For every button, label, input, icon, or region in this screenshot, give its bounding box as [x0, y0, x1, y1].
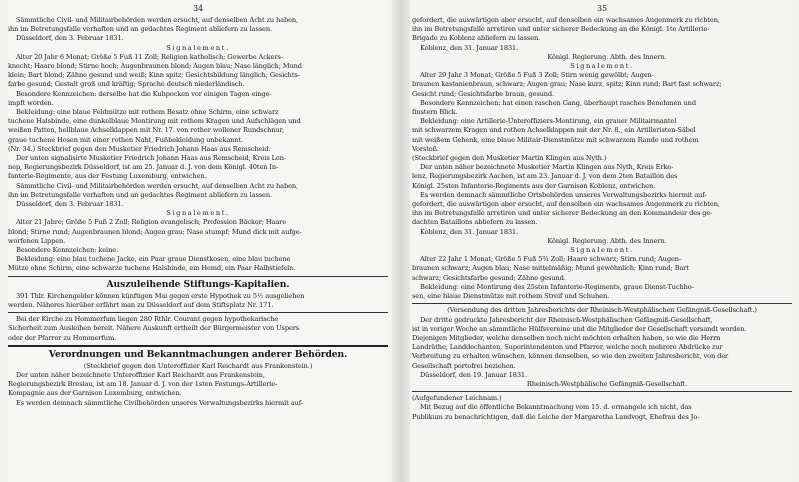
- text-line: Landräthe, Landdechanten, Superintendenten und Pfarrer, welche noch mehrere Abdrücke zur: [412, 343, 723, 352]
- text-line: Sicherheit zum Ausleihen bereit. Nähere Auskunft ertheilt der Bürgermeister von Uspers: [8, 324, 300, 333]
- section-title: Auszuleihende Stiftungs-Kapitalien.: [106, 278, 290, 290]
- text-line: ist in voriger Woche an sämmtliche Hülfsvereine und die Mitglieder der Gesellschaft versandt worden.: [412, 324, 747, 333]
- text-line: dachten Bataillons abliefern zu lassen.: [412, 218, 538, 227]
- text-line: Alter 21 Jahre; Größe 5 Fuß 2 Zoll; Religion evangelisch; Profession Bäcker; Haare: [16, 218, 287, 227]
- notice-header: (Aufgefundener Leichnam.): [412, 394, 502, 403]
- text-line: sen, eine blaue Dienstmütze mit rothem Streif und Schuhen.: [412, 292, 610, 301]
- divider: [8, 312, 388, 313]
- text-line: finstern Blick.: [412, 108, 458, 117]
- page-number: 34: [193, 4, 203, 13]
- text-line: Sämmtliche Civil- und Militairbehörden werden ersucht, auf denselben Acht zu haben,: [16, 16, 299, 24]
- text-line: Der unten signalisirte Musketier Friedrich Johann Haas aus Remscheid, Kreis Len-: [16, 154, 286, 163]
- text-line: graue tuchene Hosen mit einer rothen Naht, Fußbekleidung unbekannt.: [8, 135, 244, 144]
- text-line: 391 Thlr. Kirchengelder können künftigen Mai gegen erste Hypothek zu 5½ ausgeliehen: [16, 291, 305, 300]
- dateline: Düsseldorf, den 3. Februar 1831.: [16, 200, 124, 209]
- text-line: Königl. 25sten Infanterie-Regiments aus der Garnison Koblenz, entwichen.: [412, 181, 656, 190]
- signalement-heading: Signalement.: [570, 62, 634, 71]
- divider: [8, 345, 388, 347]
- text-line: impft worden.: [8, 98, 54, 107]
- text-line: knecht; Haare blond; Stirne hoch; Augenbraunen blond; Augen blau; Nase länglich; Mund: [8, 62, 302, 71]
- text-line: ihn im Betretungsfalle arretiren und unter sicherer Bedeckung an den Kommandeur des ge-: [412, 209, 713, 218]
- authority-signature: Königl. Regierung. Abth. des Innern.: [547, 52, 667, 61]
- text-line: Besondere Kennzeichen: keine.: [16, 246, 119, 255]
- text-line: schwarz; Gesichtsfarbe gesund; Zähne gesund.: [412, 273, 566, 282]
- text-line: braunen kastanienbraun, schwarz; Augen grau; Nase kurz, spitz; Kinn rund; Bart fast schwarz;: [412, 80, 722, 89]
- notice-header: (Versendung des dritten Jahresberichts der Rheinisch-Westphälischen Gefängniß-Gesellschaft.): [447, 306, 757, 315]
- text-line: Der unten näher bezeichnete Unteroffizier Karl Reichardt aus Frankenstein,: [16, 370, 265, 379]
- text-line: Der dritte gedruckte Jahresbericht der Rheinisch-Westphälischen Gefängniß-Gesellschaft,: [420, 315, 713, 324]
- dateline: Koblenz, den 31. Januar 1831.: [420, 43, 519, 52]
- text-line: ihn im Betretungsfalle verhaften und an gedachtes Regiment abliefern zu lassen.: [8, 25, 272, 34]
- text-line: mit weißem Gehenk, eine blaue Militair-Dienstmütze mit schwarzem Rande und rothem: [412, 135, 699, 144]
- text-line: oder der Pfarrer zu Hommerfum.: [8, 333, 117, 342]
- divider: [412, 303, 792, 304]
- right-page: [412, 0, 792, 482]
- text-line: Mit Bezug auf die öffentliche Bekanntmachung vom 15. d. ermangele ich nicht, das: [420, 403, 692, 412]
- text-line: Publikum zu benachrichtigen, daß die Leiche der Margaretha Landvogt, Ehefrau des Jo-: [412, 412, 700, 421]
- text-line: Bekleidung: eine Montirung des 25sten Infanterie-Regiments, graue Dienst-Tuchho-: [420, 282, 694, 291]
- text-line: weißen Patten, hellblaue Achselklappen mit Nr. 17. von rother wollener Rundschnur,: [8, 126, 284, 135]
- divider: [8, 276, 388, 277]
- signalement-heading: Signalement.: [166, 209, 230, 218]
- text-line: mit schwarzem Kragen und rothen Achselklappen mit der Nr. 8., ein Artilleristen-Säbel: [412, 126, 696, 135]
- text-line: Bekleidung: eine Artillerie-Unteroffiziers-Montirung, ein grauer Militairmantel: [420, 117, 677, 126]
- book-gutter: [392, 0, 410, 482]
- text-line: Besondere Kennzeichen: derselbe hat die Kuhpocken vor einigen Tagen einge-: [16, 89, 272, 98]
- text-line: Alter 22 Jahr 1 Monat; Größe 5 Fuß 5¾ Zoll; Haare schwarz; Stirn rund; Augen-: [420, 255, 682, 264]
- text-line: Verbreitung zu erhalten wünschen, können denselben, so wie den zweiten Jahresbericht, von der: [412, 352, 729, 361]
- text-line: Vorstoß.: [412, 144, 439, 153]
- notice-header: (Steckbrief gegen den Musketier Martin Klingen aus Nyth.): [412, 154, 607, 163]
- dateline: Düsseldorf, den 19. Januar 1831.: [420, 370, 528, 379]
- text-line: werden. Näheres hierüber erfährt man zu Düsseldorf auf dem Stiftsplatz Nr. 171.: [8, 300, 274, 309]
- authority-signature: Königl. Regierung. Abth. des Innern.: [547, 236, 667, 245]
- text-line: Es werden demnach sämmtliche Civilbehörden unseres Verwaltungsbezirks hiermit auf-: [16, 398, 303, 407]
- text-line: lenz, Regierungsbezirk Aachen, ist am 23. Januar d. J. von dem 2ten Bataillon des: [412, 172, 678, 181]
- text-line: Gesicht rund; Gesichtsfarbe braun, gesund.: [412, 89, 555, 98]
- text-line: klein; Bart blond; Zähne gesund und weiß; Kinn spitz; Gesichtsbildung länglich; Gesichts-: [8, 71, 300, 80]
- text-line: Der unten näher bezeichnete Musketier Martin Klingen aus Nyth, Kreis Erke-: [420, 163, 674, 172]
- authority-signature: Rheinisch-Westphälische Gefängniß-Gesellschaft.: [526, 379, 688, 388]
- text-line: Mütze ohne Schirm, eine schwarze tuchene Halsbinde, ein Hemd, ein Paar Halbstiefeln.: [8, 264, 296, 273]
- text-line: gefordert, die auswärtigen aber ersucht, auf denselben ein wachsames Augenmerk zu richten,: [412, 200, 720, 209]
- signalement-heading: Signalement.: [166, 43, 230, 52]
- text-line: Gesellschaft portofrei beziehen.: [412, 361, 516, 370]
- text-line: Alter 20 Jahr 6 Monat; Größe 5 Fuß 11 Zoll; Religion katholisch; Gewerbe Ackers-: [16, 52, 283, 61]
- text-line: Alter 29 Jahr 3 Monat; Größe 5 Fuß 3 Zoll; Stirn wenig gewölbt; Augen-: [420, 71, 654, 80]
- dateline: Düsseldorf, den 3. Februar 1831.: [16, 34, 124, 43]
- text-line: Es werden demnach sämmtliche Ortsbehörden unseres Verwaltungsbezirks hiermit auf-: [420, 190, 707, 199]
- dateline: Koblenz, den 31. Januar 1831.: [420, 227, 519, 236]
- text-line: worfenen Lippen.: [8, 236, 66, 245]
- divider: [412, 391, 792, 392]
- text-line: tuchene Halsbinde, eine dunkelblaue Montirung mit rothem Kragen und Aufschlägen und: [8, 117, 301, 126]
- text-line: Diejenigen Mitglieder, welche denselben noch nicht möchten erhalten haben, so wie die Herrn: [412, 333, 721, 342]
- text-line: Bekleidung: eine blaue Feldmütze mit rothem Besatz ohne Schirm, eine schwarz: [16, 108, 279, 117]
- text-line: nep, Regierungsbezirk Düsseldorf, ist am 25. Januar d. J. von dem Königl. 40ten In-: [8, 163, 279, 172]
- text-line: Sämmtliche Civil- und Militairbehörden werden ersucht, auf denselben Acht zu haben,: [16, 181, 299, 190]
- text-line: gefordert, die auswärtigen aber ersucht, auf denselben ein wachsames Augenmerk zu richten,: [412, 16, 720, 24]
- text-line: fanterie-Regimente, aus der Festung Luxemburg, entwichen.: [8, 172, 207, 181]
- text-line: Bekleidung: eine blau tuchene Jacke, ein Paar graue Dienstkosen, eine blau tuchene: [16, 255, 291, 264]
- text-line: ihn im Betretungsfalle verhaften und an gedachtes Regiment abliefern zu lassen.: [8, 190, 272, 199]
- signalement-heading: Signalement.: [570, 246, 634, 255]
- text-line: Kompagnie aus der Garnison Luxemburg, entwichen.: [8, 389, 182, 398]
- text-line: Brigade zu Koblenz abliefern zu lassen.: [412, 34, 541, 43]
- notice-header: (Steckbrief gegen den Unteroffizier Karl Reichardt aus Frankenstein.): [83, 361, 313, 370]
- section-title: Verordnungen und Bekanntmachungen anderer Behörden.: [48, 348, 348, 360]
- notice-header: (Nr. 34.) Steckbrief gegen den Musketier Friedrich Johann Haas aus Remscheid.: [8, 144, 271, 153]
- text-line: Regierungsbezirk Breslau, ist am 18. Januar d. J. von der 1sten Festungs-Artillerie-: [8, 380, 278, 389]
- text-line: blond; Stirne rund; Augenbraunen blond; Augen grau; Nase stumpf; Mund dick mit aufge-: [8, 227, 302, 236]
- left-page: [8, 0, 388, 482]
- text-line: braunen schwarz; Augen blau; Nase mittelmäßig; Mund gewöhnlich; Kinn rund; Bart: [412, 264, 689, 273]
- page-number: 35: [597, 4, 607, 13]
- text-line: Besondere Kennzeichen: hat einen raschen Gang, überhaupt rasches Benehmen und: [420, 98, 696, 107]
- text-line: ihn im Betretungsfalle arretiren und unter sicherer Bedeckung an die Königl. 1te Artillerie-: [412, 25, 710, 34]
- text-line: Bei der Kirche zu Hommerfum liegen 280 Rthlr. Courant gegen hypothekarische: [16, 315, 279, 324]
- text-line: farbe gesund; Gestalt groß und kräftig; Sprache deutsch niederländisch.: [8, 80, 245, 89]
